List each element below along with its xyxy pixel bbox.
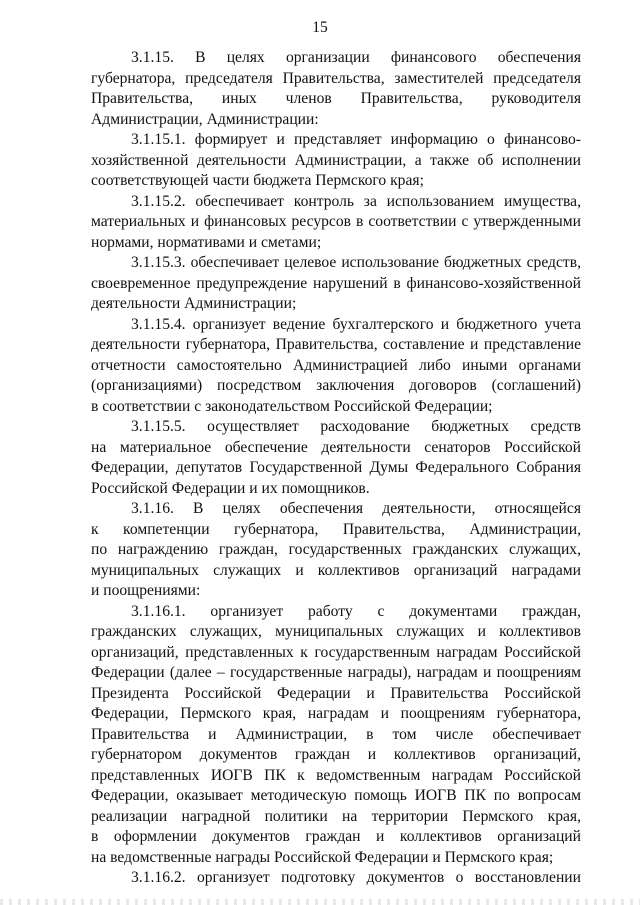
paragraph-first-line: 3.1.16. В целях обеспечения деятельности, относящейся [131, 500, 581, 517]
paragraph-line: в соответствии с законодательством Российской Федерации; [91, 397, 493, 415]
paragraph-line: в оформлении документов граждан и коллективов организаций [91, 828, 581, 845]
paragraph [91, 315, 581, 418]
paragraph-line: на материальное обеспечение деятельности сенаторов Российской [91, 438, 581, 456]
paragraph-line: материальных и финансовых ресурсов в соответствии с утвержденными [91, 213, 581, 230]
scan-edge [0, 899, 640, 905]
paragraph-line: губернатором документов граждан и коллективов организаций, [91, 746, 581, 763]
paragraph-line: и поощрениями: [91, 582, 201, 599]
paragraph [91, 868, 581, 889]
paragraph-line: Президента Российской Федерации и Правительства Российской [91, 684, 581, 702]
paragraph [91, 253, 581, 315]
paragraph-line: представленных ИОГВ ПК к ведомственным наградам Российской [91, 766, 581, 784]
paragraph-line: хозяйственной деятельности Администрации, а также об исполнении [91, 151, 581, 169]
paragraph-first-line: 3.1.16.2. организует подготовку документов о восстановлении [131, 869, 581, 886]
paragraph-line: деятельности губернатора, Правительства, составление и представление [91, 336, 581, 353]
paragraph-line: Федерации, Пермского края, наградам и поощрениям губернатора, [91, 705, 581, 722]
paragraph-line: (организациями) посредством заключения договоров (соглашений) [91, 377, 581, 394]
paragraph-line: Администрации, Администрации: [91, 110, 319, 128]
paragraph-first-line: 3.1.15.3. обеспечивает целевое использование бюджетных средств, [131, 254, 581, 271]
paragraph-line: нормами, нормативами и сметами; [91, 233, 322, 251]
paragraph-first-line: 3.1.15.1. формирует и представляет информацию о финансово- [131, 131, 581, 148]
paragraph [91, 417, 581, 499]
paragraph [91, 499, 581, 602]
paragraph-line: губернатора, председателя Правительства, заместителей председателя [91, 69, 581, 87]
paragraph-line: соответствующей части бюджета Пермского края; [91, 172, 424, 189]
paragraph [91, 130, 581, 192]
paragraph-line: Правительства и Администрации, в том числе обеспечивает [91, 725, 581, 743]
paragraph-line: Российской Федерации и их помощников. [91, 479, 370, 497]
paragraph-line: деятельности Администрации; [91, 295, 297, 312]
paragraph [91, 602, 581, 869]
paragraph [91, 48, 581, 130]
paragraph-first-line: 3.1.15.5. осуществляет расходование бюджетных средств [131, 418, 581, 435]
document-body [91, 48, 581, 889]
paragraph-line: к компетенции губернатора, Правительства, Администрации, [91, 520, 581, 538]
paragraph-line: по награждению граждан, государственных гражданских служащих, [91, 541, 581, 558]
paragraph-line: отчетности самостоятельно Администрацией либо иными органами [91, 356, 581, 374]
paragraph-line: гражданских служащих, муниципальных служащих и коллективов [91, 623, 581, 640]
paragraph-line: муниципальных служащих и коллективов организаций наградами [91, 561, 581, 579]
paragraph-line: Правительства, иных членов Правительства, руководителя [91, 90, 581, 107]
paragraph-first-line: 3.1.15.2. обеспечивает контроль за использованием имущества, [131, 192, 581, 210]
paragraph-line: Федерации (далее – государственные награды), наградам и поощрениям [91, 664, 581, 681]
paragraph-line: организаций, представленных к государственным наградам Российской [91, 643, 581, 661]
paragraph-first-line: 3.1.15. В целях организации финансового обеспечения [131, 49, 581, 66]
paragraph-line: своевременное предупреждение нарушений в финансово-хозяйственной [91, 274, 581, 292]
paragraph-line: на ведомственные награды Российской Федерации и Пермского края; [91, 848, 554, 866]
paragraph-line: Федерации, оказывает методическую помощь ИОГВ ПК по вопросам [91, 787, 581, 804]
page-number: 15 [312, 19, 328, 36]
paragraph-first-line: 3.1.15.4. организует ведение бухгалтерского и бюджетного учета [131, 315, 581, 333]
paragraph [91, 192, 581, 254]
paragraph-line: Федерации, депутатов Государственной Думы Федерального Собрания [91, 459, 581, 476]
paragraph-line: реализации наградной политики на территории Пермского края, [91, 807, 581, 825]
paragraph-first-line: 3.1.16.1. организует работу с документами граждан, [131, 602, 581, 620]
